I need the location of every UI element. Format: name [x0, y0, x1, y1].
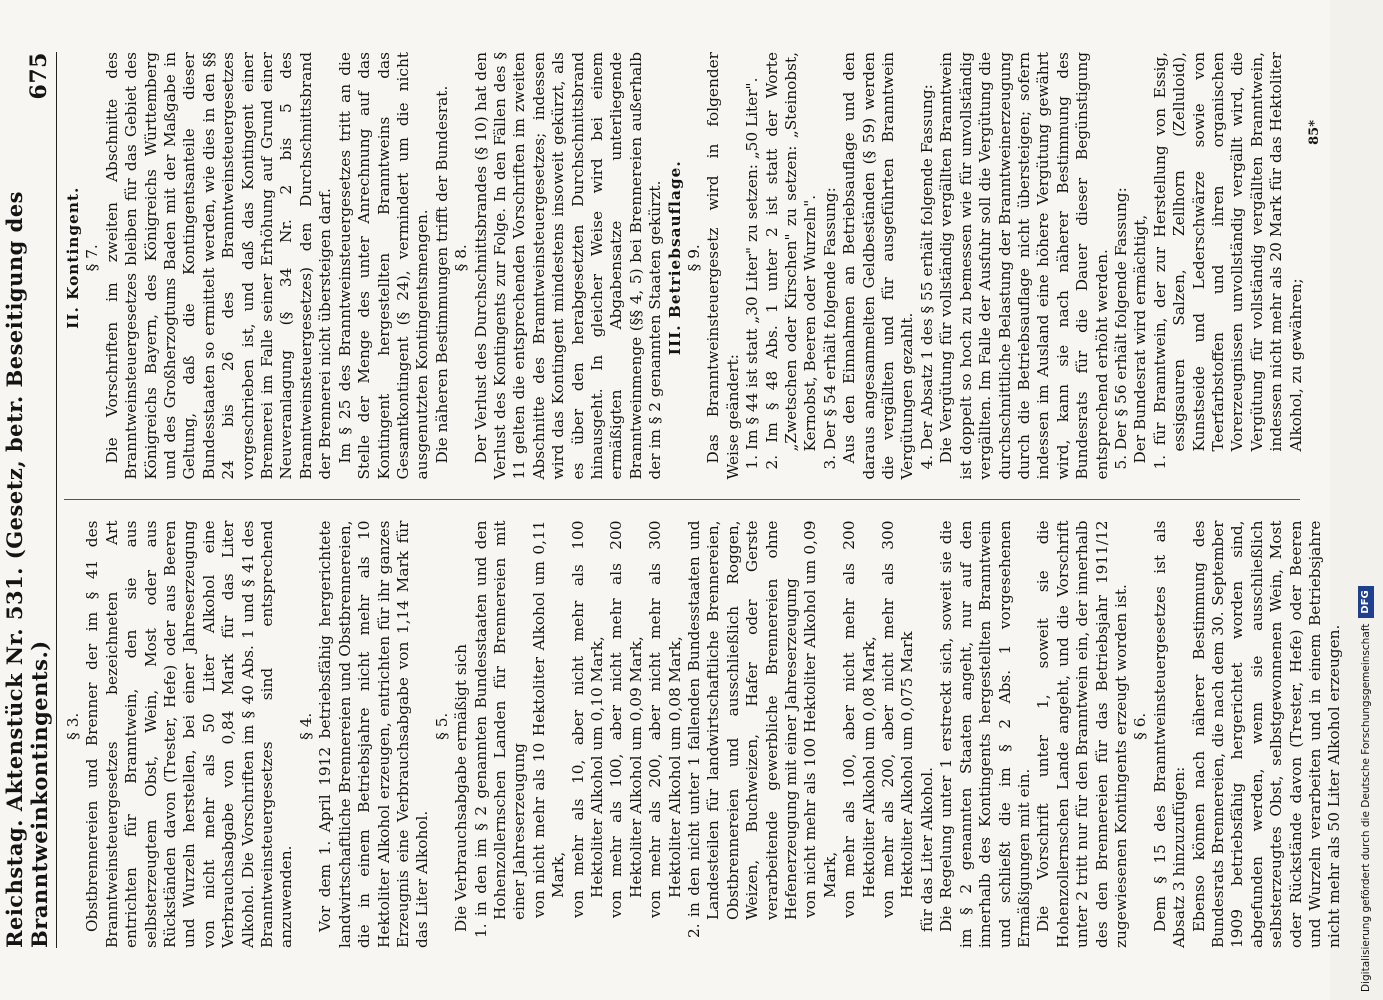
credit-text: Digitalisierung gefördert durch die Deutsche Forschungsgemeinschaft	[1360, 623, 1372, 992]
paragraph: Die Verbrauchsabgabe ermäßigt sich	[452, 643, 471, 932]
digitization-credit	[1355, 8, 1377, 992]
list-item: 4. Der Absatz 1 des § 55 erhält folgende Fassung:	[917, 84, 936, 470]
section-heading: § 3.	[64, 712, 82, 740]
right-column	[64, 51, 1305, 480]
dfg-logo: DFG	[1358, 586, 1374, 617]
list-item: 2. in den nicht unter 1 fallenden Bundesstaaten und Landesteilen für landwirtschaftliche Brennereien, Obstbrennereien und ausschließlich Roggen, Weizen, Buchweizen, Hafer oder Gerste verarbeitende gewerbliche Brennereien ohne Hefenerzeugung mit einer Jahreserzeugung	[685, 520, 801, 938]
chapter-heading: II. Kontingent.	[64, 186, 82, 329]
paragraph: Die Vorschriften im zweiten Abschnitte des Branntweinsteuergesetzes bleiben für das Gebiet des Königreichs Bayern, des Königreichs Württemberg und des Großherzogtums Baden mit der Maßgabe in Geltung, daß die Kontingentsanteile dieser Bundesstaaten so ermittelt werden, wie dies in den §§ 24 bis 26 des Branntweinsteuergesetzes vorgeschrieben ist, und daß das Kontingent einer Brennerei im Falle seiner Erhöhung auf Grund einer Neuveranlagung (§ 34 Nr. 2 bis 5 des Branntweinsteuergesetzes) den Durchschnittsbrand der Brennerei nicht übersteigen darf.	[102, 52, 335, 480]
page-number: 675	[26, 52, 52, 100]
list-item: 1. in den im § 2 genannten Bundesstaaten und den Hohenzollernschen Landen für Brennereien mit einer Jahreserzeugung	[471, 520, 529, 938]
paragraph: Die Vorschrift unter 1, soweit sie die Hohenzollernschen Lande angeht, und die Vorschrift unter 2 tritt nur für den Branntwein ein, der innerhalb des den Brennereien für das Betriebsjahr 1911/12 zugewiesenen Kontingents erzeugt worden ist.	[1034, 520, 1130, 948]
paragraph: Der Verlust des Durchschnittsbrandes (§ 10) hat den Verlust des Kontingents zur Folge. In den Fällen des § 11 gelten die entsprechenden Vorschriften im zweiten Abschnitte des Branntweinsteuergesetzes; indessen wird das Kontingent mindestens insoweit gekürzt, als es über den herabgesetzten Durchschnittsbrand hinausgeht. In gleicher Weise wird bei einem ermäßigten Abgabensatze unterliegende Branntweinmenge (§§ 4, 5) bei Brennereien außerhalb der im § 2 genannten Staaten gekürzt.	[471, 52, 665, 480]
list-item: 1. Im § 44 ist statt „30 Liter" zu setzen: „50 Liter".	[743, 77, 762, 470]
sub-list-item: von mehr als 200, aber nicht mehr als 300 Hektoliter Alkohol um 0,075 Mark	[879, 520, 917, 918]
sub-list-item: von nicht mehr als 100 Hektoliter Alkohol um 0,09 Mark,	[801, 520, 839, 918]
section-heading: § 6.	[1131, 712, 1150, 740]
section-heading: § 7.	[83, 244, 102, 272]
paragraph: Ebenso können nach näherer Bestimmung des Bundesrats Brennereien, die nach dem 30. September 1909 betriebsfähig hergerichtet worden sind, abgefunden werden, wenn sie ausschließlich selbsterzeugtes Obst, selbstgewonnenen Wein, Most oder Rückstände davon (Trester, Hefe) oder Beeren und Wurzeln verarbeiten und in einem Betriebsjahre nicht mehr als 50 Liter Alkohol erzeugen.	[1189, 520, 1344, 948]
column-divider	[64, 500, 1300, 501]
list-item: 3. Der § 54 erhält folgende Fassung:	[820, 187, 839, 470]
section-heading: § 9.	[685, 244, 703, 272]
page-header	[2, 52, 57, 948]
paragraph: Im § 25 des Branntweinsteuergesetzes tritt an die Stelle der Menge des unter Anrechnung auf das Kontingent hergestellten Branntweins das Gesamtkontingent (§ 24), vermindert um die nicht ausgenutzten Kontingentsmengen.	[335, 52, 432, 480]
paragraph: Die Regelung unter 1 erstreckt sich, soweit sie die im § 2 genannten Staaten angeht, nur auf den innerhalb des Kontingents hergestellten Branntwein und schließt die im § 2 Abs. 1 vorgesehenen Ermäßigungen mit ein.	[937, 520, 1033, 948]
sub-list-item: von mehr als 100, aber nicht mehr als 200 Hektoliter Alkohol um 0,08 Mark,	[840, 520, 878, 918]
paragraph: Die näheren Bestimmungen trifft der Bundesrat.	[432, 85, 451, 464]
paragraph: Dem § 15 des Branntweinsteuergesetzes ist als Absatz 3 hinzuzufügen:	[1150, 520, 1189, 948]
list-item: 2. Im § 48 Abs. 1 unter 2 ist statt der Worte „Zwetschen oder Kirschen" zu setzen: „Steinobst, Kernobst, Beeren oder Wurzeln".	[762, 52, 820, 470]
paragraph: Vor dem 1. April 1912 betriebsfähig hergerichtete landwirtschaftliche Brennereien und Obstbrennereien, die in einem Betriebsjahre nicht mehr als 10 Hektoliter Alkohol erzeugen, entrichten für ihr ganzes Erzeugnis eine Verbrauchsabgabe von 1,14 Mark für das Liter Alkohol.	[316, 520, 432, 948]
paragraph: für das Liter Alkohol.	[917, 767, 936, 932]
signature-mark: 85*	[1307, 120, 1322, 145]
chapter-heading: III. Betriebsauflage.	[665, 160, 684, 356]
section-heading: § 8.	[452, 244, 471, 272]
paragraph: Obstbrennereien und Brenner der im § 41 des Branntweinsteuergesetzes bezeichneten Art entrichten für Branntwein, den sie aus selbsterzeugtem Obst, Wein, Most oder aus Rückständen davon (Trester, Hefe) oder aus Beeren und Wurzeln herstellen, bei einer Jahreserzeugung von nicht mehr als 50 Liter Alkohol eine Verbrauchsabgabe von 0,84 Mark für das Liter Alkohol. Die Vorschriften im § 40 Abs. 1 und § 41 des Branntweinsteuergesetzes sind entsprechend anzuwenden.	[83, 520, 296, 948]
section-heading: § 4.	[296, 712, 315, 740]
paragraph: Der Bundesrat wird ermächtigt,	[1131, 214, 1150, 464]
list-item: 1. für Branntwein, der zur Herstellung von Essig, essigsauren Salzen, Zellhorn (Zelluloid), Kunstseide und Lederschwärze sowie von Teerfarbstoffen und ihren organischen Vorerzeugnissen unvollständig vergällt wird, die Vergütung für vollständig vergällten Branntwein, indessen nicht mehr als 20 Mark für das Hektoliter Alkohol, zu gewähren;	[1150, 52, 1305, 470]
paragraph: Das Branntweinsteuergesetz wird in folgender Weise geändert:	[704, 52, 742, 480]
list-item: 5. Der § 56 erhält folgende Fassung:	[1111, 187, 1130, 470]
sub-list-item: von mehr als 200, aber nicht mehr als 300 Hektoliter Alkohol um 0,08 Mark,	[646, 520, 684, 918]
paragraph: Die Vergütung für vollständig vergällten Branntwein ist doppelt so hoch zu bemessen wie für unvollständig vergällten. Im Falle der Ausfuhr soll die Vergütung die durchschnittliche Belastung der Branntweinerzeugung durch die Betriebsauflage nicht übersteigen; sofern indessen im Ausland eine höhere Vergütung gewährt wird, kann sie nach näherer Bestimmung des Bundesrats für die Dauer dieser Begünstigung entsprechend erhöht werden.	[937, 51, 1111, 480]
section-heading: § 5.	[432, 712, 451, 740]
header-title: Reichstag. Aktenstück Nr. 531. (Gesetz, betr. Beseitigung des Branntweinkontingents.)	[2, 191, 52, 948]
sub-list-item: von nicht mehr als 10 Hektoliter Alkohol um 0,11 Mark,	[529, 520, 568, 918]
paragraph: Aus den Einnahmen an Betriebsauflage und den daraus angesammelten Geldbeständen (§ 59) werden die vergällten und für ausgeführten Branntwein Vergütungen gezahlt.	[840, 52, 917, 480]
sub-list-item: von mehr als 10, aber nicht mehr als 100 Hektoliter Alkohol um 0,10 Mark,	[568, 520, 606, 918]
sub-list-item: von mehr als 100, aber nicht mehr als 200 Hektoliter Alkohol um 0,09 Mark,	[607, 520, 645, 918]
left-column	[64, 520, 1344, 949]
